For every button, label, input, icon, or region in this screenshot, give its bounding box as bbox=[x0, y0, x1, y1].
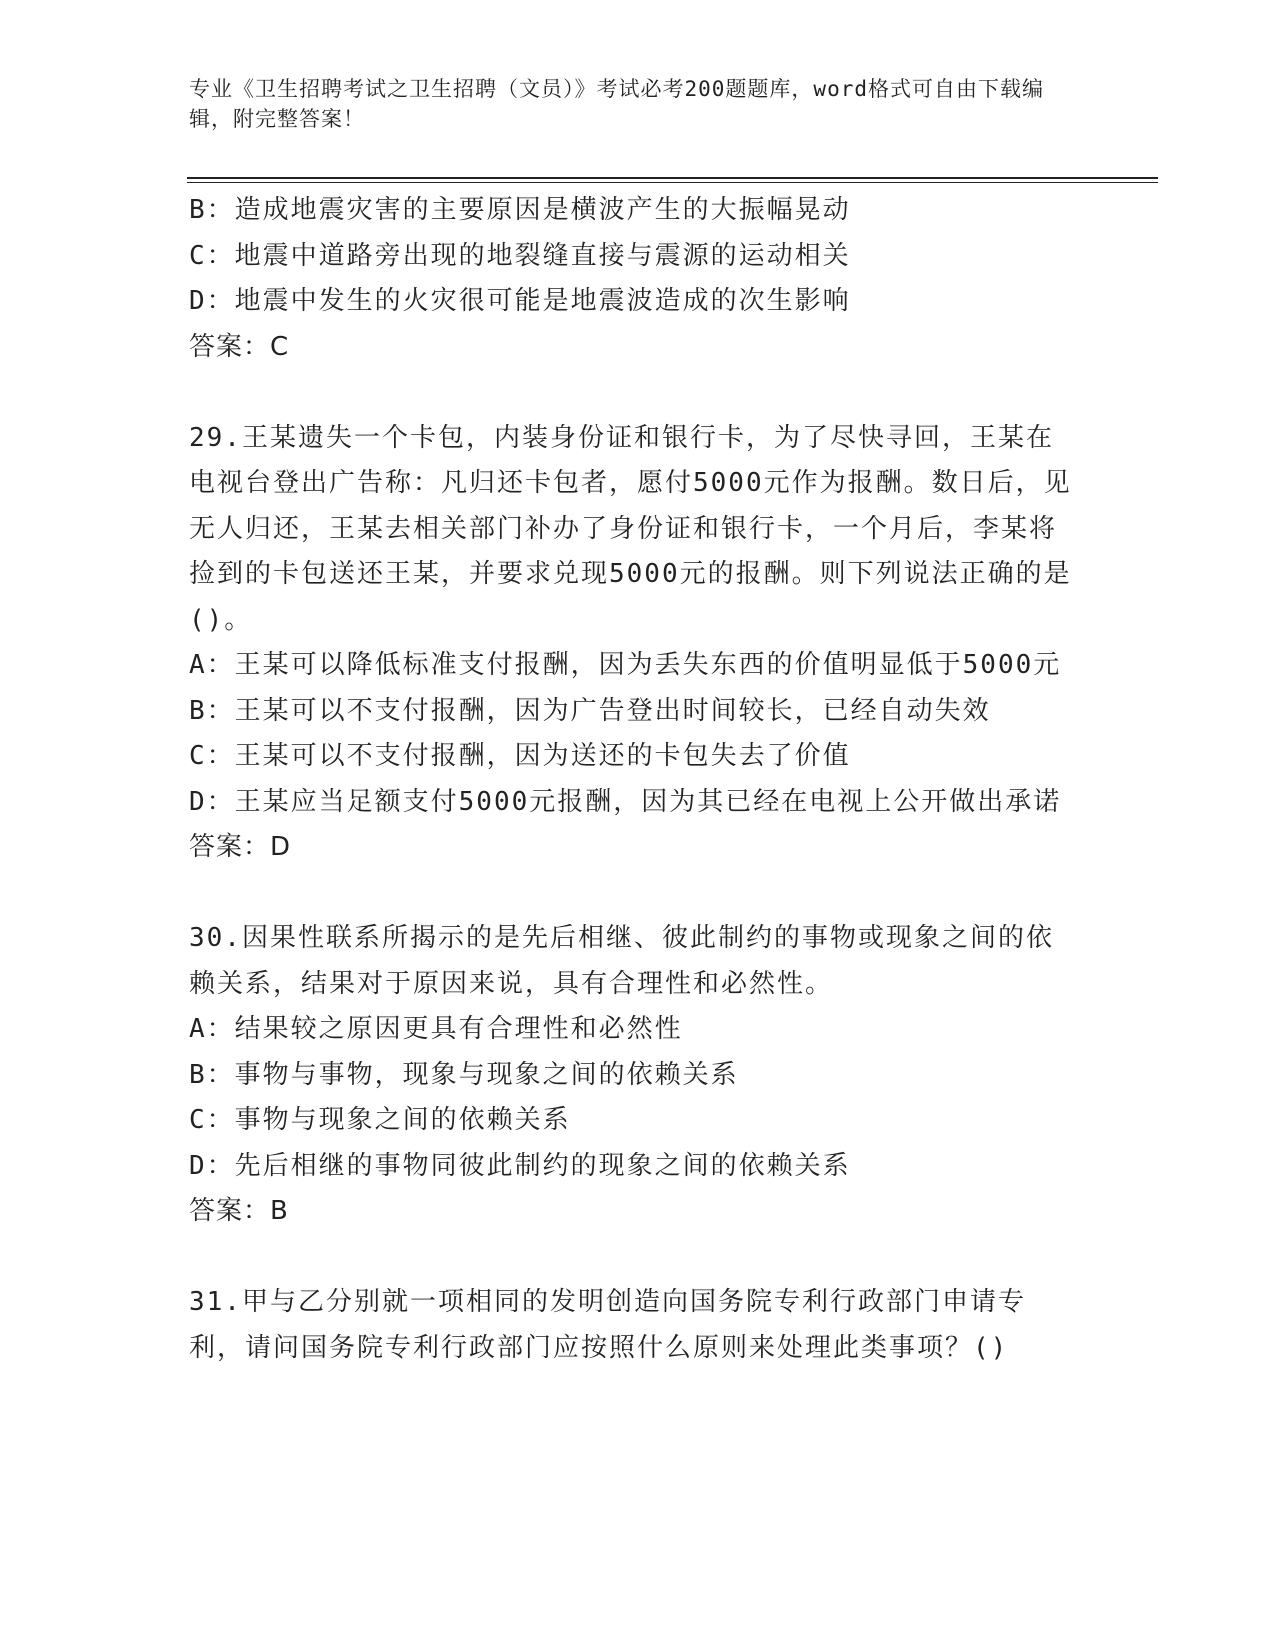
document-body bbox=[189, 188, 1079, 1371]
option-c: C：王某可以不支付报酬，因为送还的卡包失去了价值 bbox=[189, 741, 851, 771]
option-c: C：地震中道路旁出现的地裂缝直接与震源的运动相关 bbox=[189, 240, 851, 271]
option-d: D：地震中发生的火灾很可能是地震波造成的次生影响 bbox=[189, 286, 851, 316]
spacer bbox=[189, 370, 1079, 416]
spacer bbox=[189, 871, 1079, 917]
spacer bbox=[189, 1235, 1079, 1281]
header-rule-thick bbox=[187, 177, 1158, 179]
question-stem: 30.因果性联系所揭示的是先后相继、彼此制约的事物或现象之间的依赖关系，结果对于原因来说，具有合理性和必然性。 bbox=[189, 923, 1054, 999]
header-rule-thin bbox=[187, 182, 1158, 183]
answer-line: 答案：C bbox=[189, 331, 290, 362]
question-stem: 29.王某遗失一个卡包，内装身份证和银行卡，为了尽快寻回，王某在电视台登出广告称：凡归还卡包者，愿付5000元作为报酬。数日后，见无人归还，王某去相关部门补办了身份证和银行卡，一个月后，李某将捡到的卡包送还王某，并要求兑现5000元的报酬。则下列说法正确的是()。 bbox=[189, 422, 1072, 635]
option-a: A：结果较之原因更具有合理性和必然性 bbox=[189, 1014, 683, 1044]
question-stem: 31.甲与乙分别就一项相同的发明创造向国务院专利行政部门申请专利，请问国务院专利行政部门应按照什么原则来处理此类事项？() bbox=[189, 1287, 1026, 1363]
option-d: D：先后相继的事物同彼此制约的现象之间的依赖关系 bbox=[189, 1150, 851, 1181]
option-c: C：事物与现象之间的依赖关系 bbox=[189, 1105, 571, 1135]
question-29 bbox=[189, 416, 1079, 871]
previous-question-fragment bbox=[189, 188, 1079, 370]
option-b: B：造成地震灾害的主要原因是横波产生的大振幅晃动 bbox=[189, 195, 851, 225]
question-30 bbox=[189, 916, 1079, 1235]
option-b: B：事物与事物，现象与现象之间的依赖关系 bbox=[189, 1059, 739, 1090]
answer-line: 答案：D bbox=[189, 832, 292, 862]
answer-line: 答案：B bbox=[189, 1196, 289, 1226]
option-d: D：王某应当足额支付5000元报酬，因为其已经在电视上公开做出承诺 bbox=[189, 786, 1062, 817]
option-a: A：王某可以降低标准支付报酬，因为丢失东西的价值明显低于5000元 bbox=[189, 650, 1062, 680]
document-header: 专业《卫生招聘考试之卫生招聘（文员）》考试必考200题题库，word格式可自由下载编辑，附完整答案！ bbox=[189, 77, 1044, 131]
option-b: B：王某可以不支付报酬，因为广告登出时间较长，已经自动失效 bbox=[189, 695, 991, 726]
question-31 bbox=[189, 1280, 1079, 1371]
